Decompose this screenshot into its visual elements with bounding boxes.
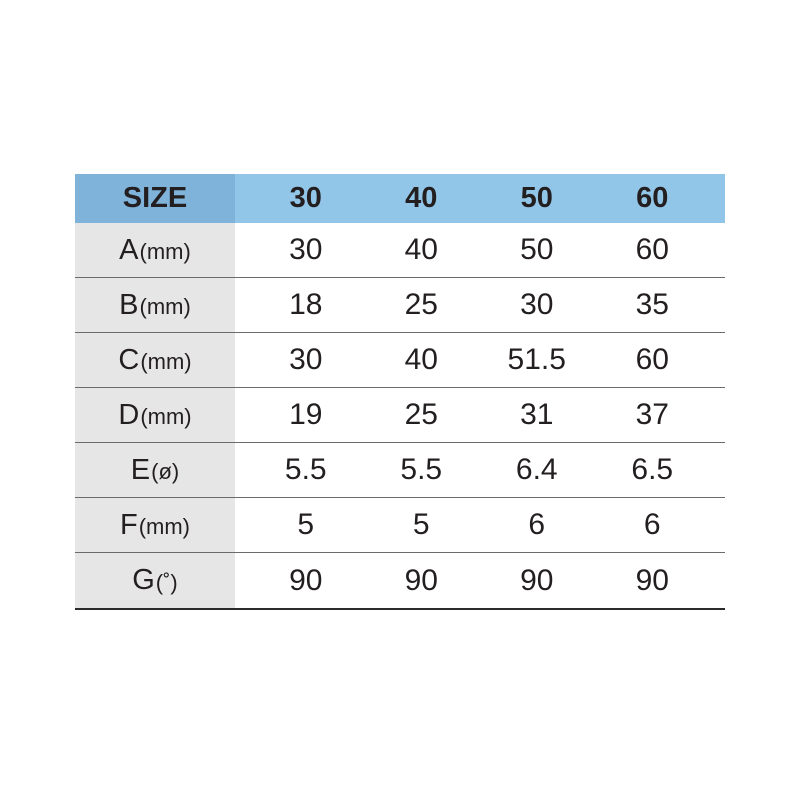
table-cell: 5 [297,508,315,541]
table-cell: 60 [635,343,669,376]
row-values [235,498,710,552]
table-cell: 37 [635,398,669,431]
table-row [75,498,725,553]
table-header-row [75,174,725,223]
header-size: 30 [289,182,322,214]
row-label [75,443,235,497]
row-unit: (mm) [140,404,192,429]
row-values [235,333,710,387]
row-label [75,553,235,608]
table-row [75,223,725,278]
row-letter: C [118,343,140,376]
row-label [75,333,235,387]
row-values [235,388,710,442]
table-cell: 35 [635,288,669,321]
table-cell: 60 [635,233,669,266]
row-letter: G [132,564,155,596]
table-cell: 6 [528,508,546,541]
row-unit: (˚) [155,569,178,595]
table-cell: 6.4 [515,453,558,486]
table-row [75,553,725,610]
table-cell: 90 [635,563,669,597]
row-values [235,553,710,608]
table-row [75,443,725,498]
table-cell: 30 [289,343,323,376]
table-cell: 40 [404,233,438,266]
table-cell: 6.5 [631,453,674,486]
row-values [235,443,710,497]
spec-table [75,174,725,610]
table-row [75,278,725,333]
row-letter: E [130,453,151,486]
table-cell: 5 [412,508,430,541]
row-label [75,498,235,552]
table-cell: 90 [520,563,554,597]
table-cell: 90 [289,563,323,597]
row-unit: (ø) [151,459,180,484]
row-label [75,223,235,277]
header-size: 40 [405,182,438,214]
table-cell: 30 [289,233,323,266]
row-label [75,388,235,442]
table-cell: 90 [404,563,438,597]
row-values [235,223,710,277]
table-row [75,333,725,388]
table-cell: 40 [404,343,438,376]
header-label: SIZE [75,174,235,223]
table-cell: 25 [404,288,438,321]
table-cell: 51.5 [507,343,566,376]
row-letter: F [119,508,138,541]
row-unit: (mm) [139,239,191,264]
row-letter: A [119,233,139,266]
row-letter: B [119,288,139,321]
table-cell: 5.5 [400,453,443,486]
header-size: 50 [520,182,553,214]
row-unit: (mm) [140,349,192,374]
header-values [235,174,710,223]
row-label [75,278,235,332]
row-letter: D [118,398,140,431]
table-cell: 50 [520,233,554,266]
table-cell: 31 [520,398,554,431]
row-unit: (mm) [138,514,191,539]
table-cell: 25 [404,398,438,431]
table-cell: 18 [289,288,323,321]
table-cell: 30 [520,288,554,321]
table-cell: 6 [643,508,661,541]
table-cell: 19 [289,398,323,431]
row-unit: (mm) [139,294,191,319]
header-size: 60 [636,182,669,214]
row-values [235,278,710,332]
table-row [75,388,725,443]
table-cell: 5.5 [284,453,327,486]
